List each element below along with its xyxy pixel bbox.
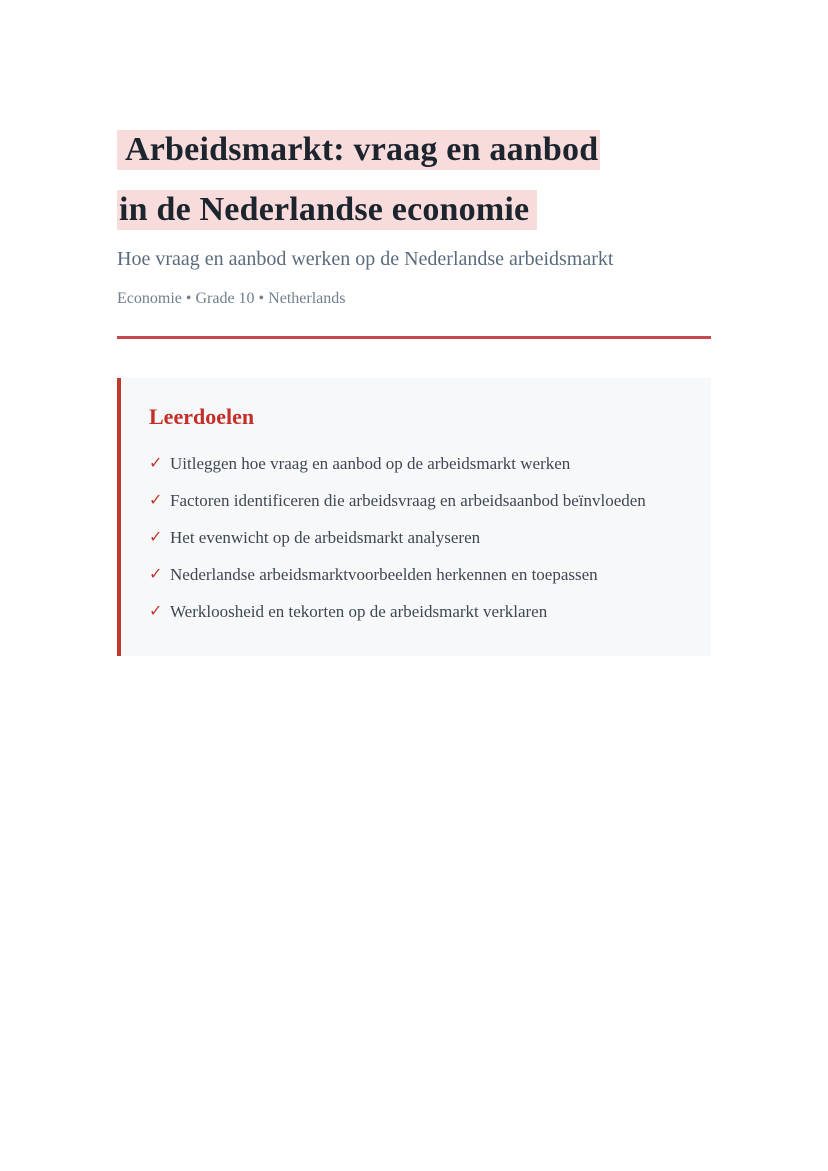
learning-goal-text: Uitleggen hoe vraag en aanbod op de arbeidsmarkt werken xyxy=(170,454,571,473)
learning-goal-text: Werkloosheid en tekorten op de arbeidsmarkt verklaren xyxy=(170,602,548,621)
learning-goal-item xyxy=(149,450,677,478)
red-divider xyxy=(117,336,711,339)
learning-goal-text: Het evenwicht op de arbeidsmarkt analyseren xyxy=(170,528,481,547)
learning-goals-card xyxy=(117,378,711,656)
learning-goals-list xyxy=(149,450,677,626)
page-subtitle: Hoe vraag en aanbod werken op de Nederlandse arbeidsmarkt xyxy=(117,248,614,270)
lesson-page xyxy=(117,0,711,656)
learning-goal-item xyxy=(149,524,677,552)
learning-goal-text: Factoren identificeren die arbeidsvraag en arbeidsaanbod beïnvloeden xyxy=(170,491,646,510)
check-icon: ✓ xyxy=(149,529,163,546)
page-meta: Economie • Grade 10 • Netherlands xyxy=(117,290,346,307)
check-icon: ✓ xyxy=(149,603,163,620)
learning-goals-heading: Leerdoelen xyxy=(149,404,255,429)
page-title xyxy=(117,120,711,240)
learning-goal-item xyxy=(149,487,677,515)
page-title-line-1: Arbeidsmarkt: vraag en aanbod xyxy=(117,130,600,170)
learning-goal-text: Nederlandse arbeidsmarktvoorbeelden herkennen en toepassen xyxy=(170,565,598,584)
check-icon: ✓ xyxy=(149,566,163,583)
check-icon: ✓ xyxy=(149,492,163,509)
check-icon: ✓ xyxy=(149,455,163,472)
learning-goal-item xyxy=(149,598,677,626)
learning-goal-item xyxy=(149,561,677,589)
page-title-line-2: in de Nederlandse economie xyxy=(117,190,537,230)
